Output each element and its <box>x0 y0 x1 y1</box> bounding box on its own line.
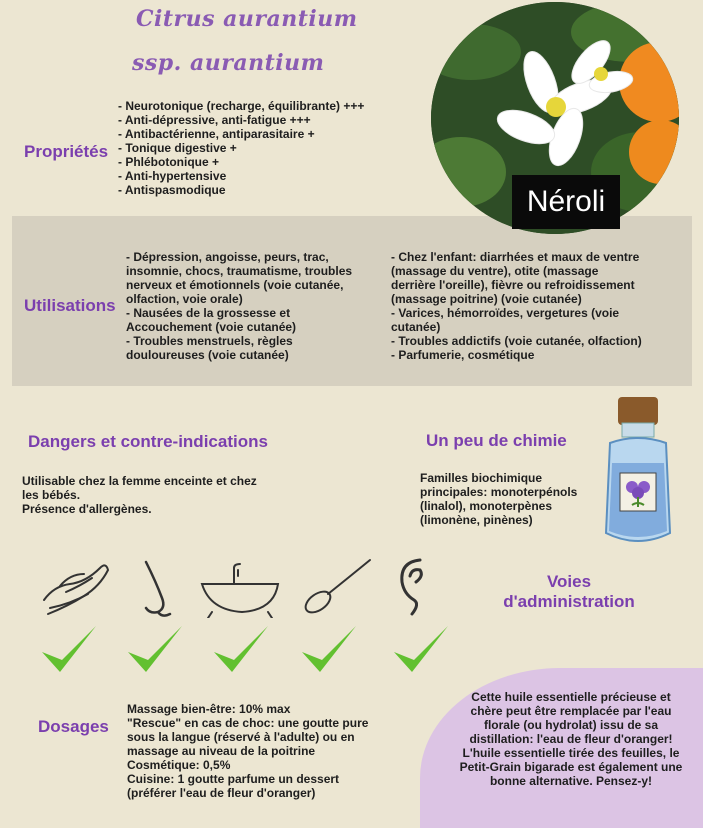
title-line1: Citrus aurantium <box>136 6 358 32</box>
text-line: distillation: l'eau de fleur d'oranger! <box>469 732 673 746</box>
list-item: - Troubles menstruels, règles <box>126 334 293 348</box>
neroli-label: Néroli <box>512 175 620 229</box>
text-line: "Rescue" en cas de choc: une goutte pure <box>127 716 369 730</box>
voies-heading-line2: d'administration <box>503 592 635 611</box>
text-line: florale (ou hydrolat) issu de sa <box>483 718 659 732</box>
utilisations-right-list <box>391 250 687 362</box>
proprietes-list <box>118 99 364 197</box>
list-item: - Antibactérienne, antiparasitaire + <box>118 127 315 141</box>
text-line: bonne alternative. Pensez-y! <box>489 774 653 788</box>
list-item: nerveux et émotionnels (voie cutanée, <box>126 278 344 292</box>
checkmark-icon <box>298 622 360 676</box>
list-item: olfaction, voie orale) <box>126 292 243 306</box>
list-item: - Tonique digestive + <box>118 141 237 155</box>
list-item: derrière l'oreille), fièvre ou refroidissement <box>391 278 635 292</box>
text-line: (limonène, pinènes) <box>420 513 533 527</box>
checkmark-icon <box>124 622 186 676</box>
ear-icon <box>394 556 434 620</box>
text-line: les bébés. <box>22 488 81 502</box>
proprietes-heading: Propriétés <box>24 142 109 161</box>
essential-oil-bottle-icon <box>600 393 676 549</box>
checkmark-icon <box>390 622 452 676</box>
checkmark-icon <box>210 622 272 676</box>
list-item: Accouchement (voie cutanée) <box>126 320 297 334</box>
text-line: Utilisable chez la femme enceinte et chez <box>22 474 257 488</box>
text-line: (préférer l'eau de fleur d'oranger) <box>127 786 316 800</box>
list-item: - Anti-hypertensive <box>118 169 227 183</box>
bathtub-icon <box>198 562 282 618</box>
text-line: Présence d'allergènes. <box>22 502 152 516</box>
hands-icon <box>40 556 114 622</box>
text-line: (linalol), monoterpènes <box>420 499 553 513</box>
nose-icon <box>132 558 182 622</box>
title-line2: ssp. aurantium <box>132 50 325 76</box>
list-item: - Varices, hémorroïdes, vergetures (voie <box>391 306 620 320</box>
list-item: - Anti-dépressive, anti-fatigue +++ <box>118 113 311 127</box>
voies-heading <box>500 572 638 612</box>
spoon-icon <box>302 556 374 620</box>
chimie-heading: Un peu de chimie <box>426 431 567 450</box>
list-item: - Neurotonique (recharge, équilibrante) +++ <box>118 99 365 113</box>
text-line: massage au niveau de la poitrine <box>127 744 316 758</box>
text-line: Petit-Grain bigarade est également une <box>459 760 683 774</box>
text-line: Massage bien-être: 10% max <box>127 702 291 716</box>
checkmark-icon <box>38 622 100 676</box>
list-item: douloureuses (voie cutanée) <box>126 348 289 362</box>
dangers-text <box>22 474 257 516</box>
list-item: insomnie, chocs, traumatisme, troubles <box>126 264 353 278</box>
list-item: (massage poitrine) (voie cutanée) <box>391 292 582 306</box>
list-item: - Phlébotonique + <box>118 155 219 169</box>
text-line: L'huile essentielle tirée des feuilles, le <box>462 746 680 760</box>
list-item: - Nausées de la grossesse et <box>126 306 291 320</box>
text-line: Cuisine: 1 goutte parfume un dessert <box>127 772 340 786</box>
text-line: Cette huile essentielle précieuse et <box>471 690 671 704</box>
chimie-text <box>420 471 577 527</box>
text-line: chère peut être remplacée par l'eau <box>470 704 672 718</box>
list-item: - Antispasmodique <box>118 183 226 197</box>
dosages-text <box>127 702 407 800</box>
utilisations-left-list <box>126 250 386 362</box>
text-line: sous la langue (réservé à l'adulte) ou en <box>127 730 355 744</box>
list-item: (massage du ventre), otite (massage <box>391 264 599 278</box>
dangers-heading: Dangers et contre-indications <box>28 432 268 451</box>
list-item: - Chez l'enfant: diarrhées et maux de ventre <box>391 250 640 264</box>
list-item: cutanée) <box>391 320 441 334</box>
dosages-heading: Dosages <box>38 717 109 736</box>
text-line: principales: monoterpénols <box>420 485 578 499</box>
text-line: Cosmétique: 0,5% <box>127 758 231 772</box>
list-item: - Troubles addictifs (voie cutanée, olfaction) <box>391 334 642 348</box>
utilisations-heading: Utilisations <box>24 296 116 315</box>
list-item: - Dépression, angoisse, peurs, trac, <box>126 250 329 264</box>
voies-heading-line1: Voies <box>546 572 592 591</box>
list-item: - Parfumerie, cosmétique <box>391 348 535 362</box>
note-text <box>440 690 702 788</box>
text-line: Familles biochimique <box>420 471 543 485</box>
